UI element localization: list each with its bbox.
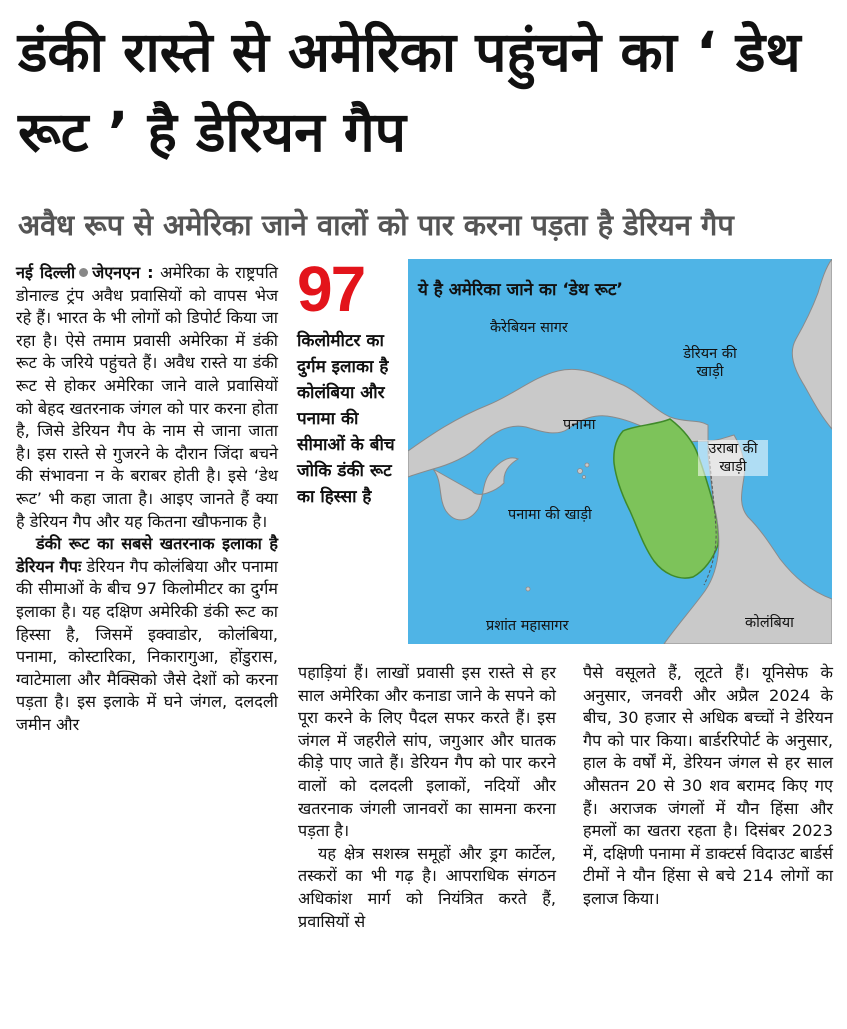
headline: डंकी रास्ते से अमेरिका पहुंचने का ‘ डेथ रूट ’ है डेरियन गैप xyxy=(18,20,801,164)
label-colombia: कोलंबिया xyxy=(745,615,794,631)
label-uraba-gulf: उराबा की खाड़ी xyxy=(698,440,768,476)
bullet-dot-icon xyxy=(79,268,88,277)
label-panama-gulf: पनामा की खाड़ी xyxy=(508,507,592,523)
paragraph-2 xyxy=(16,533,278,736)
label-caribbean-sea: कैरेबियन सागर xyxy=(490,320,568,336)
map-title: ये है अमेरिका जाने का ‘डेथ रूट’ xyxy=(418,280,623,300)
dateline-place: नई दिल्ली xyxy=(16,263,76,282)
subheadline: अवैध रूप से अमेरिका जाने वालों को पार करना पड़ता है डेरियन गैप xyxy=(18,208,734,242)
article-column-3 xyxy=(583,662,833,911)
label-darien-gulf: डेरियन की खाड़ी xyxy=(683,346,737,380)
paragraph-4: यह क्षेत्र सशस्त्र समूहों और ड्रग कार्टेल, तस्करों का भी गढ़ है। आपराधिक संगठन अधिकांश मार्ग को नियंत्रित करते हैं, प्रवासियों से xyxy=(298,843,556,931)
article-column-1 xyxy=(16,262,278,736)
fact-box xyxy=(297,253,400,510)
label-pacific-ocean: प्रशांत महासागर xyxy=(486,618,569,634)
paragraph-2-text: डेरियन गैप कोलंबिया और पनामा की सीमाओं के बीच 97 किलोमीटर का दुर्गम इलाका है। यह दक्षिण अमेरिकी डंकी रूट का हिस्सा है, जिसमें इक्वाडोर, कोलंबिया, पनामा, कोस्टारिका, निकारागुआ, होंडुरास, ग्वाटेमाला और मैक्सिको जैसे देशों को करना पड़ता है। इस इलाके में घने जंगल, दलदली जमीन और xyxy=(16,556,278,734)
map-graphic xyxy=(408,259,832,644)
label-panama: पनामा xyxy=(563,417,596,433)
dateline-agency: जेएनएन : xyxy=(92,263,154,282)
paragraph-5: पैसे वसूलते हैं, लूटते हैं। यूनिसेफ के अनुसार, जनवरी और अप्रैल 2024 के बीच, 30 हजार से अधिक बच्चों ने डेरियन गैप को पार किया। बार्डररिपोर्ट के अनुसार, हाल के वर्षों में, डेरियन जंगल से हर साल औसतन 20 से 30 शव बरामद किए गए हैं। अराजक जंगलों में यौन हिंसा और हमलों का खतरा रहता है। दिसंबर 2023 में, दक्षिणी पनामा में डाक्टर्स विदाउट बार्डर्स टीमों ने यौन हिंसा से बचे 214 लोगों का इलाज किया। xyxy=(583,663,833,908)
subheading-darien: डंकी रूट का सबसे खतरनाक इलाका है डेरियन गैपः xyxy=(16,534,278,576)
paragraph-3: पहाड़ियां हैं। लाखों प्रवासी इस रास्ते से हर साल अमेरिका और कनाडा जाने के सपने को पूरा करने के लिए पैदल सफर करते हैं। इस जंगल में जहरीले सांप, जगुआर और घातक कीड़े पाए जाते हैं। डेरियन गैप को पार करने वालों को दलदली इलाकों, नदियों और खतरनाक जंगली जानवरों का सामना करना पड़ता है। xyxy=(298,663,556,841)
paragraph-intro xyxy=(16,262,278,533)
fact-text: किलोमीटर का दुर्गम इलाका है कोलंबिया और पनामा की सीमाओं के बीच जोकि डंकी रूट का हिस्सा है xyxy=(297,331,395,507)
darien-gap-map xyxy=(408,259,832,644)
fact-number: 97 xyxy=(297,253,365,325)
article-column-2 xyxy=(298,662,556,933)
paragraph-1-text: अमेरिका के राष्ट्रपति डोनाल्ड ट्रंप अवैध प्रवासियों को वापस भेज रहे हैं। भारत के भी लोगों को डिपोर्ट किया जा रहा है। ऐसे तमाम प्रवासी अमेरिका में डंकी रूट के जरिये पहुंचते हैं। अवैध रास्ते या डंकी रूट से होकर अमेरिका जाने वाले प्रवासियों को बेहद खतरनाक जंगल को पार करना होता है, जिसे डेरियन गैप के नाम से जाना जाता है। इस रास्ते से गुजरने के दौरान जिंदा बचने की संभावना न के बराबर होती है। इसे ‘डेथ रूट’ भी कहा जाता है। आइए जानते हैं क्या है डेरियन गैप और यह कितना खौफनाक है। xyxy=(16,263,278,531)
